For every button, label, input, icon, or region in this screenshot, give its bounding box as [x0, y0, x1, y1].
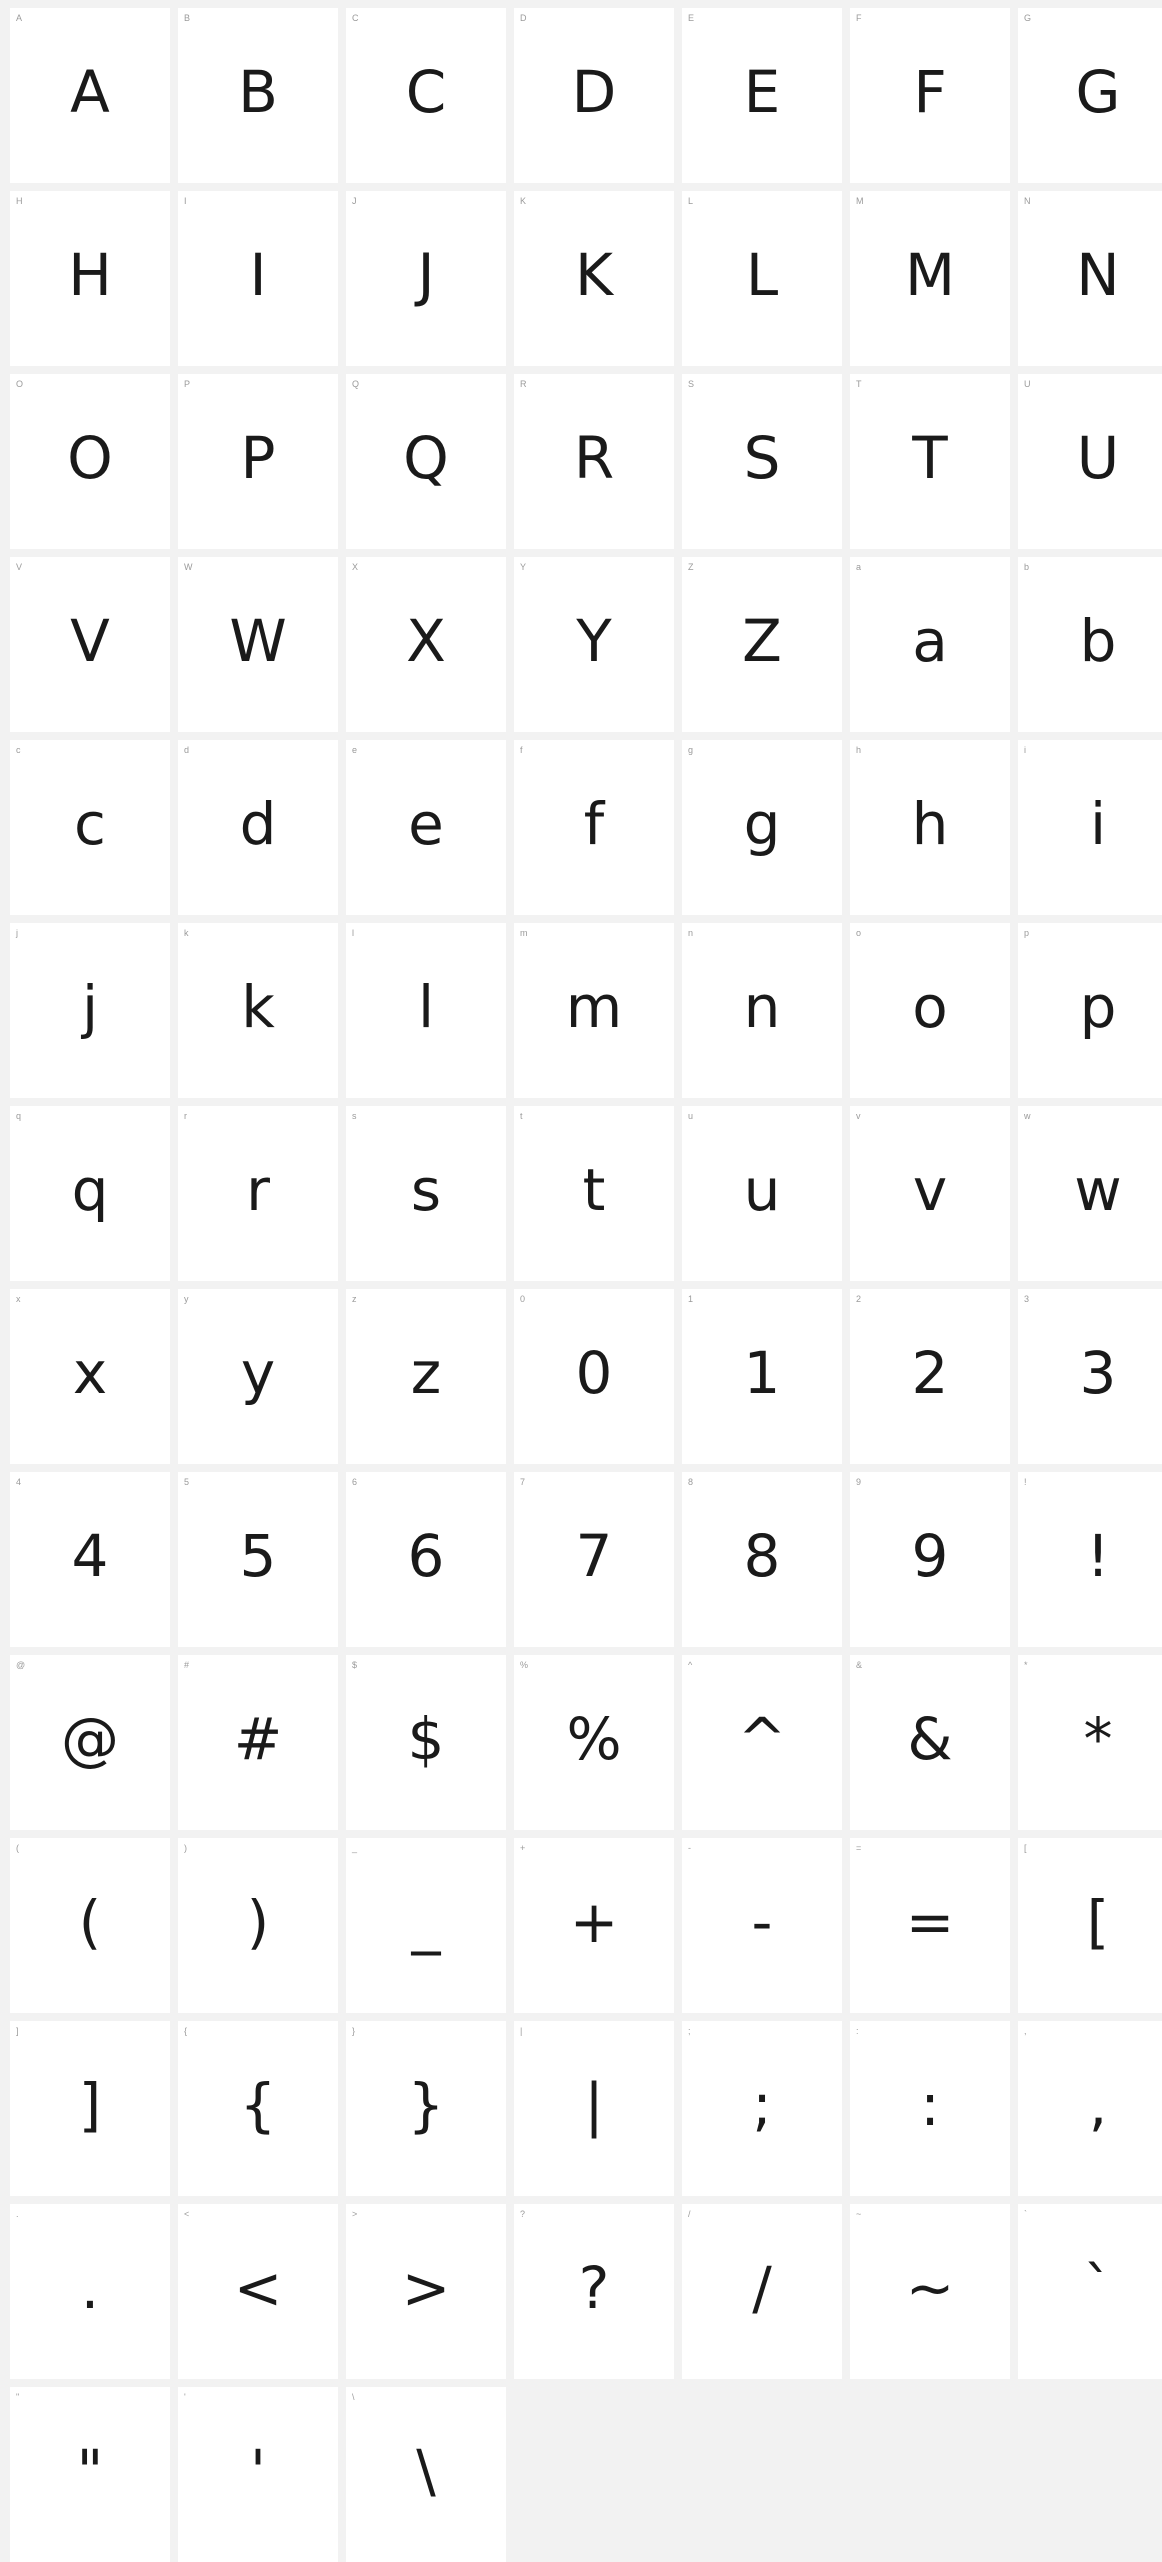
glyph-cell[interactable]: [1018, 1655, 1162, 1830]
glyph-code-label: %: [520, 1660, 529, 1670]
glyph-cell[interactable]: [10, 1838, 170, 2013]
glyph-character: ]: [78, 2070, 102, 2139]
glyph-code-label: g: [688, 745, 694, 755]
glyph-cell[interactable]: [682, 2204, 842, 2379]
glyph-character: n: [743, 972, 781, 1041]
glyph-character: /: [752, 2253, 772, 2322]
glyph-cell[interactable]: [514, 1838, 674, 2013]
glyph-cell[interactable]: [10, 923, 170, 1098]
glyph-character: c: [74, 789, 106, 858]
glyph-character: S: [743, 423, 781, 492]
glyph-cell[interactable]: [178, 1289, 338, 1464]
glyph-code-label: V: [16, 562, 23, 572]
glyph-character: &: [907, 1704, 953, 1773]
glyph-character: J: [417, 240, 435, 309]
glyph-cell[interactable]: [178, 923, 338, 1098]
glyph-code-label: 5: [184, 1477, 190, 1487]
glyph-character: 5: [239, 1521, 277, 1590]
glyph-character: }: [407, 2070, 445, 2139]
glyph-cell[interactable]: [178, 2204, 338, 2379]
glyph-cell[interactable]: [682, 923, 842, 1098]
glyph-character: F: [913, 57, 947, 126]
glyph-character: =: [905, 1887, 955, 1956]
glyph-character: t: [582, 1155, 606, 1224]
glyph-cell[interactable]: [178, 1838, 338, 2013]
glyph-cell[interactable]: [682, 2021, 842, 2196]
glyph-code-label: (: [16, 1843, 20, 1853]
glyph-code-label: 9: [856, 1477, 862, 1487]
glyph-character: ,: [1088, 2070, 1108, 2139]
glyph-cell[interactable]: [1018, 740, 1162, 915]
glyph-cell[interactable]: [850, 1838, 1010, 2013]
glyph-character: %: [566, 1704, 622, 1773]
glyph-cell[interactable]: [514, 1655, 674, 1830]
glyph-code-label: I: [184, 196, 187, 206]
glyph-cell[interactable]: [682, 1472, 842, 1647]
glyph-cell[interactable]: [514, 1472, 674, 1647]
glyph-cell[interactable]: [346, 2021, 506, 2196]
glyph-cell[interactable]: [178, 1655, 338, 1830]
glyph-cell[interactable]: [850, 2204, 1010, 2379]
glyph-code-label: 0: [520, 1294, 526, 1304]
glyph-cell[interactable]: [682, 191, 842, 366]
glyph-code-label: L: [688, 196, 694, 206]
glyph-character: G: [1075, 57, 1121, 126]
glyph-character: `: [1083, 2253, 1113, 2322]
glyph-code-label: m: [520, 928, 528, 938]
glyph-cell[interactable]: [850, 8, 1010, 183]
glyph-cell[interactable]: [10, 1106, 170, 1281]
glyph-character: P: [240, 423, 276, 492]
glyph-character: 9: [911, 1521, 949, 1590]
glyph-cell[interactable]: [514, 374, 674, 549]
glyph-cell[interactable]: [346, 1655, 506, 1830]
glyph-character: p: [1079, 972, 1117, 1041]
glyph-cell[interactable]: [514, 2204, 674, 2379]
glyph-character: -: [751, 1887, 773, 1956]
glyph-cell[interactable]: [346, 1838, 506, 2013]
glyph-cell[interactable]: [850, 740, 1010, 915]
glyph-character: N: [1076, 240, 1120, 309]
glyph-code-label: t: [520, 1111, 523, 1121]
glyph-code-label: 2: [856, 1294, 862, 1304]
glyph-code-label: 1: [688, 1294, 694, 1304]
glyph-character: 7: [575, 1521, 613, 1590]
glyph-character: w: [1074, 1155, 1122, 1224]
glyph-code-label: D: [520, 13, 527, 23]
glyph-code-label: n: [688, 928, 694, 938]
glyph-code-label: {: [184, 2026, 188, 2036]
glyph-cell[interactable]: [10, 557, 170, 732]
glyph-cell[interactable]: [10, 1472, 170, 1647]
glyph-character: 6: [407, 1521, 445, 1590]
glyph-cell[interactable]: [178, 740, 338, 915]
glyph-character: l: [417, 972, 435, 1041]
glyph-cell[interactable]: [682, 1655, 842, 1830]
glyph-cell[interactable]: [178, 8, 338, 183]
glyph-character: r: [246, 1155, 270, 1224]
glyph-code-label: O: [16, 379, 24, 389]
glyph-character: K: [574, 240, 614, 309]
glyph-code-label: 6: [352, 1477, 358, 1487]
glyph-code-label: T: [856, 379, 862, 389]
glyph-cell[interactable]: [514, 557, 674, 732]
glyph-character: ': [250, 2436, 266, 2505]
glyph-code-label: q: [16, 1111, 22, 1121]
glyph-character: q: [71, 1155, 109, 1224]
glyph-cell[interactable]: [682, 557, 842, 732]
glyph-code-label: +: [520, 1843, 526, 1853]
glyph-cell[interactable]: [178, 2021, 338, 2196]
glyph-character: 4: [71, 1521, 109, 1590]
glyph-cell[interactable]: [850, 191, 1010, 366]
glyph-code-label: #: [184, 1660, 190, 1670]
glyph-character: e: [408, 789, 444, 858]
glyph-code-label: N: [1024, 196, 1031, 206]
glyph-cell[interactable]: [682, 740, 842, 915]
glyph-code-label: U: [1024, 379, 1031, 389]
glyph-character: [: [1086, 1887, 1110, 1956]
glyph-code-label: p: [1024, 928, 1030, 938]
glyph-cell[interactable]: [682, 8, 842, 183]
glyph-code-label: z: [352, 1294, 357, 1304]
glyph-cell[interactable]: [178, 1106, 338, 1281]
glyph-code-label: F: [856, 13, 862, 23]
glyph-character: Q: [403, 423, 449, 492]
glyph-code-label: >: [352, 2209, 358, 2219]
glyph-cell[interactable]: [682, 1289, 842, 1464]
glyph-character: |: [584, 2070, 604, 2139]
glyph-character: E: [743, 57, 781, 126]
glyph-cell[interactable]: [1018, 374, 1162, 549]
glyph-code-label: $: [352, 1660, 358, 1670]
glyph-code-label: ]: [16, 2026, 19, 2036]
glyph-cell[interactable]: [346, 1289, 506, 1464]
glyph-character: >: [401, 2253, 451, 2322]
glyph-code-label: /: [688, 2209, 691, 2219]
glyph-code-label: Y: [520, 562, 527, 572]
glyph-character: I: [249, 240, 267, 309]
glyph-cell[interactable]: [10, 191, 170, 366]
glyph-code-label: e: [352, 745, 358, 755]
glyph-code-label: G: [1024, 13, 1032, 23]
glyph-cell[interactable]: [1018, 2021, 1162, 2196]
glyph-code-label: w: [1024, 1111, 1031, 1121]
glyph-code-label: ~: [856, 2209, 862, 2219]
glyph-character: @: [61, 1704, 119, 1773]
glyph-character: U: [1076, 423, 1120, 492]
glyph-cell[interactable]: [346, 923, 506, 1098]
glyph-code-label: W: [184, 562, 193, 572]
glyph-cell[interactable]: [178, 557, 338, 732]
glyph-character: ?: [578, 2253, 610, 2322]
glyph-character: y: [240, 1338, 276, 1407]
glyph-cell[interactable]: [850, 557, 1010, 732]
glyph-code-label: ?: [520, 2209, 526, 2219]
glyph-character: u: [743, 1155, 781, 1224]
glyph-cell[interactable]: [850, 923, 1010, 1098]
glyph-character: _: [411, 1887, 441, 1956]
glyph-character: <: [233, 2253, 283, 2322]
glyph-code-label: P: [184, 379, 191, 389]
glyph-code-label: M: [856, 196, 864, 206]
glyph-code-label: K: [520, 196, 527, 206]
glyph-character: i: [1089, 789, 1107, 858]
glyph-cell[interactable]: [850, 1106, 1010, 1281]
glyph-cell[interactable]: [346, 2387, 506, 2562]
glyph-code-label: _: [352, 1843, 358, 1853]
glyph-character: #: [233, 1704, 283, 1773]
glyph-cell[interactable]: [682, 374, 842, 549]
glyph-character: d: [239, 789, 277, 858]
glyph-character: 2: [911, 1338, 949, 1407]
glyph-character: x: [72, 1338, 108, 1407]
glyph-code-label: ,: [1024, 2026, 1027, 2036]
glyph-code-label: :: [856, 2026, 859, 2036]
glyph-code-label: ): [184, 1843, 188, 1853]
glyph-code-label: h: [856, 745, 862, 755]
glyph-cell[interactable]: [346, 557, 506, 732]
glyph-character: *: [1083, 1704, 1113, 1773]
glyph-code-label: u: [688, 1111, 694, 1121]
glyph-code-label: a: [856, 562, 862, 572]
glyph-character: k: [241, 972, 275, 1041]
glyph-cell[interactable]: [10, 374, 170, 549]
glyph-code-label: f: [520, 745, 523, 755]
glyph-character: ;: [752, 2070, 772, 2139]
glyph-code-label: *: [1024, 1660, 1028, 1670]
glyph-code-label: \: [352, 2392, 355, 2402]
glyph-character: {: [239, 2070, 277, 2139]
glyph-cell[interactable]: [514, 740, 674, 915]
glyph-cell[interactable]: [1018, 1106, 1162, 1281]
glyph-cell[interactable]: [1018, 557, 1162, 732]
glyph-cell[interactable]: [682, 1838, 842, 2013]
glyph-cell[interactable]: [10, 1655, 170, 1830]
glyph-code-label: v: [856, 1111, 861, 1121]
glyph-character: C: [405, 57, 447, 126]
glyph-code-label: x: [16, 1294, 21, 1304]
glyph-character: W: [229, 606, 287, 675]
glyph-character: ~: [905, 2253, 955, 2322]
glyph-cell[interactable]: [514, 1106, 674, 1281]
glyph-code-label: H: [16, 196, 23, 206]
glyph-character: 0: [575, 1338, 613, 1407]
glyph-character: 3: [1079, 1338, 1117, 1407]
glyph-cell[interactable]: [682, 1106, 842, 1281]
glyph-character: s: [410, 1155, 442, 1224]
glyph-cell[interactable]: [850, 2021, 1010, 2196]
glyph-character: 1: [743, 1338, 781, 1407]
glyph-code-label: d: [184, 745, 190, 755]
glyph-code-label: @: [16, 1660, 26, 1670]
glyph-cell[interactable]: [514, 191, 674, 366]
glyph-code-label: 7: [520, 1477, 526, 1487]
glyph-cell[interactable]: [1018, 1472, 1162, 1647]
glyph-code-label: J: [352, 196, 357, 206]
glyph-character: M: [904, 240, 956, 309]
glyph-cell[interactable]: [1018, 1289, 1162, 1464]
glyph-cell[interactable]: [178, 2387, 338, 2562]
glyph-code-label: y: [184, 1294, 189, 1304]
glyph-cell[interactable]: [10, 2387, 170, 2562]
glyph-cell[interactable]: [10, 8, 170, 183]
glyph-cell[interactable]: [346, 1106, 506, 1281]
glyph-code-label: &: [856, 1660, 863, 1670]
glyph-character: !: [1086, 1521, 1110, 1590]
glyph-cell[interactable]: [850, 1655, 1010, 1830]
glyph-code-label: 4: [16, 1477, 22, 1487]
glyph-code-label: !: [1024, 1477, 1027, 1487]
glyph-character: f: [583, 789, 605, 858]
glyph-character: 8: [743, 1521, 781, 1590]
glyph-code-label: R: [520, 379, 527, 389]
glyph-code-label: l: [352, 928, 355, 938]
glyph-code-label: 3: [1024, 1294, 1030, 1304]
glyph-cell[interactable]: [346, 2204, 506, 2379]
glyph-character: H: [68, 240, 112, 309]
glyph-character: B: [238, 57, 278, 126]
glyph-cell[interactable]: [346, 740, 506, 915]
glyph-code-label: ;: [688, 2026, 691, 2036]
glyph-cell[interactable]: [346, 374, 506, 549]
glyph-character: .: [80, 2253, 100, 2322]
glyph-cell[interactable]: [850, 374, 1010, 549]
glyph-character: ": [76, 2436, 104, 2505]
glyph-character: m: [565, 972, 623, 1041]
glyph-cell[interactable]: [10, 2204, 170, 2379]
glyph-code-label: }: [352, 2026, 356, 2036]
glyph-code-label: r: [184, 1111, 188, 1121]
glyph-character: V: [70, 606, 110, 675]
glyph-code-label: 8: [688, 1477, 694, 1487]
glyph-character: R: [573, 423, 615, 492]
glyph-code-label: o: [856, 928, 862, 938]
glyph-cell[interactable]: [346, 1472, 506, 1647]
glyph-cell[interactable]: [10, 2021, 170, 2196]
glyph-character: L: [745, 240, 779, 309]
glyph-cell[interactable]: [1018, 2204, 1162, 2379]
glyph-code-label: ^: [688, 1660, 693, 1670]
glyph-character: b: [1079, 606, 1117, 675]
glyph-cell[interactable]: [178, 1472, 338, 1647]
glyph-character: ): [246, 1887, 270, 1956]
glyph-cell[interactable]: [514, 8, 674, 183]
glyph-cell[interactable]: [346, 191, 506, 366]
glyph-code-label: k: [184, 928, 189, 938]
glyph-code-label: <: [184, 2209, 190, 2219]
glyph-code-label: S: [688, 379, 695, 389]
glyph-cell[interactable]: [514, 923, 674, 1098]
glyph-code-label: |: [520, 2026, 523, 2036]
glyph-character: D: [571, 57, 617, 126]
glyph-character: h: [911, 789, 949, 858]
glyph-code-label: =: [856, 1843, 862, 1853]
glyph-cell[interactable]: [1018, 191, 1162, 366]
glyph-character: (: [78, 1887, 102, 1956]
glyph-cell[interactable]: [10, 740, 170, 915]
glyph-character: :: [920, 2070, 940, 2139]
glyph-cell[interactable]: [850, 1472, 1010, 1647]
glyph-code-label: A: [16, 13, 23, 23]
glyph-code-label: `: [1024, 2209, 1028, 2219]
glyph-code-label: Z: [688, 562, 694, 572]
glyph-code-label: .: [16, 2209, 19, 2219]
glyph-cell[interactable]: [850, 1289, 1010, 1464]
glyph-code-label: i: [1024, 745, 1027, 755]
glyph-character: A: [70, 57, 110, 126]
glyph-code-label: s: [352, 1111, 357, 1121]
glyph-character: +: [569, 1887, 619, 1956]
glyph-character: j: [81, 972, 99, 1041]
glyph-code-label: b: [1024, 562, 1030, 572]
glyph-code-label: X: [352, 562, 359, 572]
glyph-character: Z: [742, 606, 782, 675]
glyph-cell[interactable]: [514, 1289, 674, 1464]
glyph-character: T: [912, 423, 948, 492]
glyph-cell[interactable]: [1018, 923, 1162, 1098]
glyph-code-label: B: [184, 13, 191, 23]
glyph-character: v: [912, 1155, 948, 1224]
glyph-character: $: [407, 1704, 445, 1773]
glyph-character: O: [67, 423, 113, 492]
glyph-code-label: ': [184, 2392, 186, 2402]
glyph-code-label: j: [16, 928, 19, 938]
glyph-cell[interactable]: [1018, 1838, 1162, 2013]
glyph-cell[interactable]: [10, 1289, 170, 1464]
glyph-character: g: [743, 789, 781, 858]
glyph-character: \: [416, 2436, 436, 2505]
glyph-cell[interactable]: [1018, 8, 1162, 183]
glyph-code-label: Q: [352, 379, 360, 389]
glyph-cell[interactable]: [178, 191, 338, 366]
glyph-character: o: [912, 972, 948, 1041]
glyph-character: a: [912, 606, 948, 675]
glyph-code-label: c: [16, 745, 21, 755]
glyph-code-label: [: [1024, 1843, 1027, 1853]
glyph-character: ^: [737, 1704, 787, 1773]
glyph-code-label: E: [688, 13, 695, 23]
glyph-code-label: C: [352, 13, 359, 23]
glyph-cell[interactable]: [346, 8, 506, 183]
glyph-character: z: [410, 1338, 442, 1407]
glyph-code-label: ": [16, 2392, 20, 2402]
glyph-code-label: -: [688, 1843, 692, 1853]
glyph-cell[interactable]: [514, 2021, 674, 2196]
glyph-character: Y: [576, 606, 612, 675]
glyph-cell[interactable]: [178, 374, 338, 549]
glyph-character: X: [406, 606, 446, 675]
